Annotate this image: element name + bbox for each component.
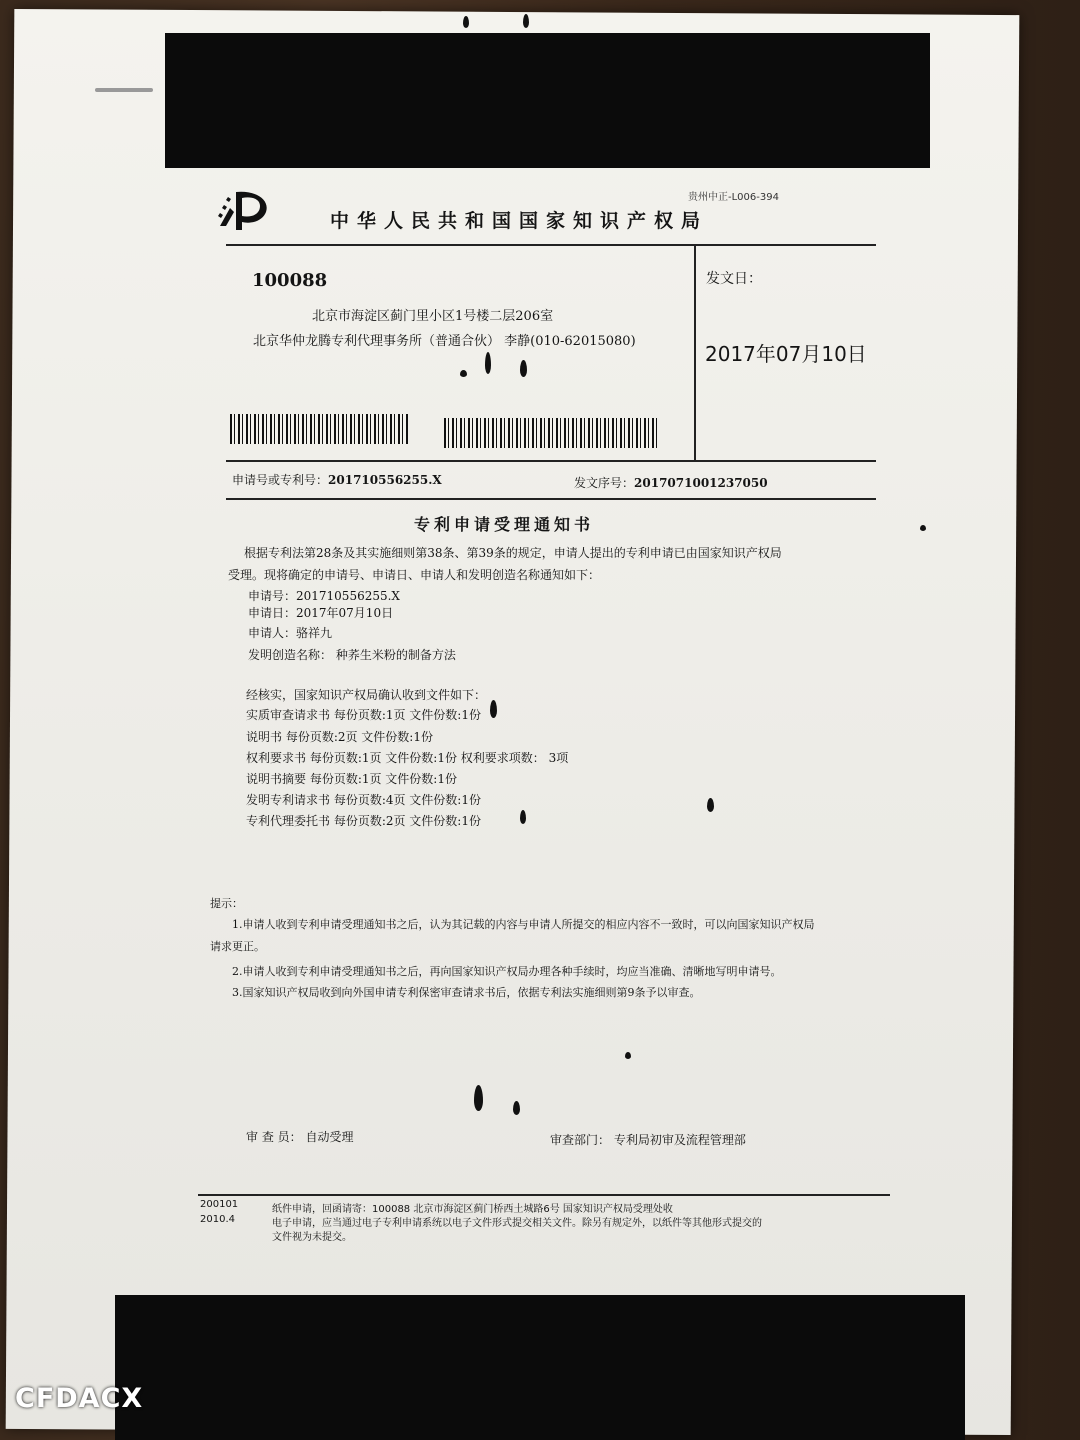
ink-blot (490, 700, 497, 718)
sequence-number (574, 474, 768, 491)
header-divider (226, 244, 876, 246)
redaction-bar-bottom (115, 1295, 965, 1440)
document-list-item: 权利要求书 每份页数:1页 文件份数:1份 权利要求项数： 3项 (246, 751, 569, 765)
hint-item-2: 2.申请人收到专利申请受理通知书之后，再向国家知识产权局办理各种手续时，均应当准确、清晰地写明申请号。 (232, 965, 782, 978)
ink-blot (460, 370, 467, 377)
recipient-postcode: 100088 (252, 270, 328, 291)
field-applicant: 申请人：骆祥九 (248, 626, 333, 640)
received-documents-heading: 经核实，国家知识产权局确认收到文件如下： (246, 688, 487, 702)
form-serial: 贵州中正-L006-394 (688, 192, 779, 203)
hint-item-1-continued: 请求更正。 (210, 940, 265, 953)
numbers-bottom-divider (226, 498, 876, 500)
cnipa-logo-icon (216, 186, 276, 232)
ink-blot (513, 1101, 520, 1115)
ink-blot (520, 810, 526, 824)
footer-form-code: 200101 (200, 1199, 239, 1210)
ink-blot (474, 1085, 483, 1111)
ink-blot (485, 352, 491, 374)
ink-blot (520, 360, 527, 377)
address-bottom-divider (226, 460, 876, 462)
examining-department: 审查部门： 专利局初审及流程管理部 (550, 1133, 746, 1147)
application-number-label: 申请号或专利号： (232, 473, 329, 487)
field-invention-title: 发明创造名称： 种荞生米粉的制备方法 (248, 648, 456, 662)
office-title: 中华人民共和国国家知识产权局 (330, 210, 709, 232)
document-list-item: 说明书摘要 每份页数:1页 文件份数:1份 (246, 772, 457, 786)
application-number (232, 471, 442, 488)
document-list-item: 发明专利请求书 每份页数:4页 文件份数:1份 (246, 793, 481, 807)
recipient-address: 北京市海淀区蓟门里小区1号楼二层206室 (312, 309, 554, 324)
field-application-date: 申请日：2017年07月10日 (248, 606, 394, 620)
barcode-left (230, 414, 408, 444)
ink-blot (707, 798, 714, 812)
issue-date-label: 发文日： (706, 271, 762, 287)
footer-line-1: 纸件申请，回函请寄：100088 北京市海淀区蓟门桥西土城路6号 国家知识产权局受理处收 (272, 1204, 673, 1215)
hint-item-3: 3.国家知识产权局收到向外国申请专利保密审查请求书后，依据专利法实施细则第9条予以审查。 (232, 986, 701, 999)
hint-item-1: 1.申请人收到专利申请受理通知书之后，认为其记载的内容与申请人所提交的相应内容不一致时，可以向国家知识产权局 (232, 918, 815, 931)
application-number-value: 201710556255.X (328, 473, 442, 487)
ink-blot (625, 1052, 631, 1059)
document-list-item: 说明书 每份页数:2页 文件份数:1份 (246, 730, 433, 744)
sequence-number-label: 发文序号： (574, 476, 635, 490)
footer-divider (198, 1194, 890, 1196)
ink-blot (523, 14, 529, 28)
footer-line-2: 电子申请，应当通过电子专利申请系统以电子文件形式提交相关文件。除另有规定外，以纸件等其他形式提交的 (272, 1218, 762, 1229)
notice-title: 专利申请受理通知书 (414, 515, 595, 534)
redaction-bar-top (165, 33, 930, 168)
recipient-agency: 北京华仲龙腾专利代理事务所（普通合伙） 李静(010-62015080) (253, 334, 636, 349)
ink-blot (920, 525, 926, 531)
hints-heading: 提示： (210, 897, 243, 910)
staple (95, 88, 153, 92)
notice-intro-line-1: 根据专利法第28条及其实施细则第38条、第39条的规定，申请人提出的专利申请已由国家知识产权局 (244, 546, 782, 560)
watermark: CFDACX (15, 1383, 144, 1414)
document-list-item: 专利代理委托书 每份页数:2页 文件份数:1份 (246, 814, 481, 828)
issue-date: 2017年07月10日 (705, 342, 867, 366)
document-list-item: 实质审查请求书 每份页数:1页 文件份数:1份 (246, 708, 481, 722)
footer-form-version: 2010.4 (200, 1214, 235, 1225)
examiner: 审 查 员： 自动受理 (246, 1130, 354, 1144)
barcode-right (444, 418, 657, 448)
field-application-number: 申请号：201710556255.X (248, 589, 400, 603)
footer-line-3: 文件视为未提交。 (272, 1232, 352, 1243)
ink-blot (463, 16, 469, 28)
notice-intro-line-2: 受理。现将确定的申请号、申请日、申请人和发明创造名称通知如下： (228, 568, 601, 582)
address-column-divider (694, 246, 696, 460)
sequence-number-value: 2017071001237050 (634, 476, 768, 490)
